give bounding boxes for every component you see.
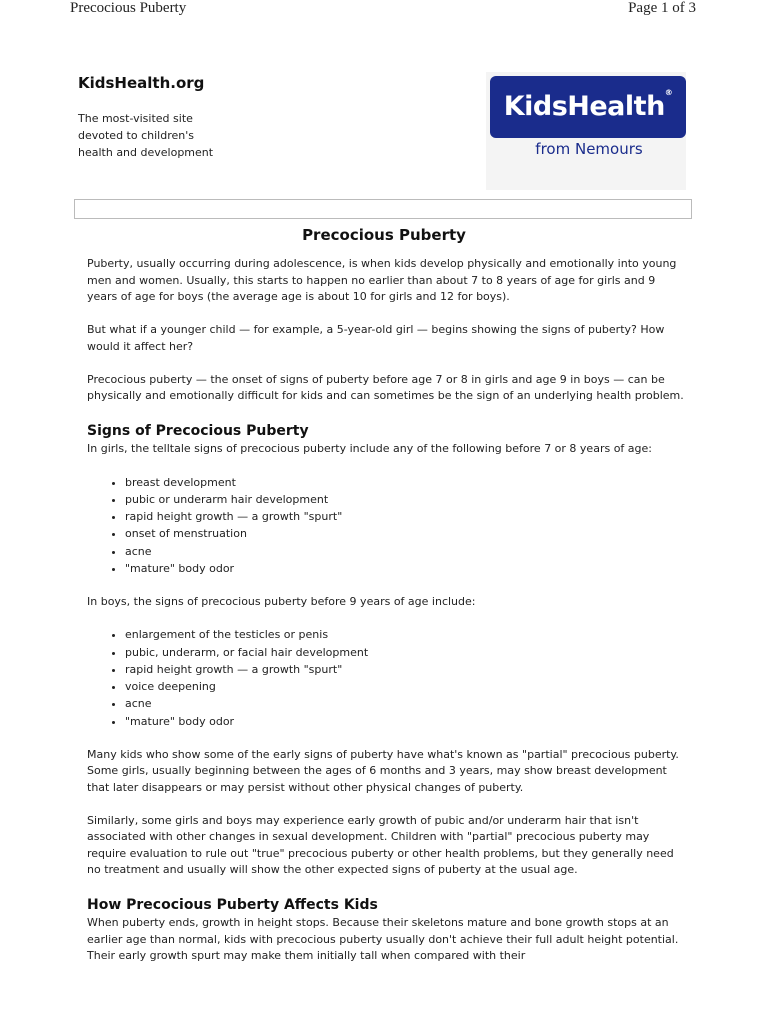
paragraph: Puberty, usually occurring during adolescence, is when kids develop physically and emotionally into young men and women. Usually, this starts to happen no earlier than about 7 to 8 years of age for girls and 9 years of age for boys (the average age is about 10 for girls and 12 for boys).: [87, 257, 677, 303]
paragraph: In girls, the telltale signs of precocious puberty include any of the following before 7 or 8 years of age:: [87, 442, 652, 455]
list-item: • pubic or underarm hair development: [125, 491, 687, 508]
boys-signs-list: [87, 626, 687, 730]
paragraph: Precocious puberty — the onset of signs of puberty before age 7 or 8 in girls and age 9 in boys — can be physically and emotionally difficult for kids and can sometimes be the sign of an underlying health problem.: [87, 372, 684, 402]
paragraph: When puberty ends, growth in height stops. Because their skeletons mature and bone growth stops at an earlier age than normal, kids with precocious puberty usually don't achieve their full adult height potential. Their early growth spurt may make them initially tall when compared with their: [87, 916, 679, 963]
list-item: • enlargement of the testicles or penis: [125, 626, 687, 643]
paragraph: But what if a younger child — for example, a 5-year-old girl — begins showing the signs of puberty? How would it affect her?: [87, 323, 665, 353]
print-title: Precocious Puberty: [70, 0, 187, 16]
divider-box: [74, 199, 692, 219]
site-name: KidsHealth.org: [78, 74, 205, 92]
tagline-line: health and development: [78, 146, 214, 159]
logo-title: KidsHealth: [503, 91, 665, 122]
logo-banner: KidsHealth®: [490, 76, 686, 138]
girls-signs-list: [87, 474, 687, 578]
list-item: • pubic, underarm, or facial hair development: [125, 644, 687, 661]
tagline-line: devoted to children's: [78, 129, 194, 142]
list-item: • rapid height growth — a growth "spurt": [125, 661, 687, 678]
list-item: • voice deepening: [125, 678, 687, 695]
list-item: • "mature" body odor: [125, 560, 687, 577]
kidshealth-logo: [486, 72, 686, 190]
paragraph: In boys, the signs of precocious puberty before 9 years of age include:: [87, 594, 476, 608]
list-item: • onset of menstruation: [125, 525, 687, 542]
list-item: • acne: [125, 695, 687, 712]
list-item: • "mature" body odor: [125, 713, 687, 730]
page-number: Page 1 of 3: [628, 0, 696, 16]
paragraph: Many kids who show some of the early signs of puberty have what's known as "partial" precocious puberty. Some girls, usually beginning between the ages of 6 months and 3 years, may show breast development that later disappears or may persist without other physical changes of puberty.: [87, 747, 679, 794]
article-body: [87, 256, 687, 981]
logo-subtitle: from Nemours: [535, 140, 643, 158]
site-tagline: [78, 110, 248, 161]
list-item: • breast development: [125, 474, 687, 491]
list-item: • acne: [125, 543, 687, 560]
tagline-line: The most-visited site: [78, 112, 193, 125]
section-heading: How Precocious Puberty Affects Kids: [87, 897, 378, 914]
article-title: Precocious Puberty: [302, 226, 466, 244]
section-heading: Signs of Precocious Puberty: [87, 423, 309, 439]
list-item: • rapid height growth — a growth "spurt": [125, 508, 687, 525]
print-header: [0, 0, 768, 22]
paragraph: Similarly, some girls and boys may experience early growth of pubic and/or underarm hair that isn't associated with other changes in sexual development. Children with "partial" precocious puberty may require evaluation to rule out "true" precocious puberty or other health problems, but they generally need no treatment and usually will show the other expected signs of puberty at the usual age.: [87, 813, 674, 877]
